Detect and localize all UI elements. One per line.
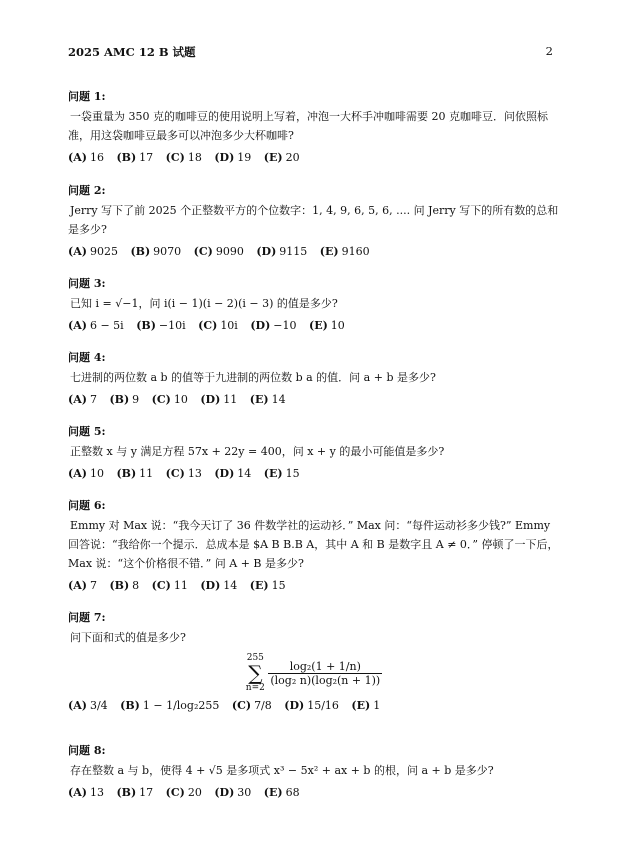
answer-choices — [68, 784, 560, 802]
choice-c: (C) 10i — [198, 319, 238, 332]
problem-8 — [68, 742, 560, 802]
choice-e: (E) 68 — [263, 786, 300, 799]
problem-title: 问题 4: — [68, 351, 106, 364]
answer-choices — [68, 243, 560, 261]
answer-choices — [68, 577, 560, 595]
choice-c: (C) 13 — [165, 467, 202, 480]
choice-c: (C) 11 — [151, 579, 188, 592]
header-title: 2025 AMC 12 B 试题 — [68, 45, 196, 59]
choice-c: (C) 9090 — [193, 245, 244, 258]
answer-choices — [68, 317, 560, 335]
choice-d: (D) 14 — [214, 467, 252, 480]
choice-a: (A) 16 — [68, 151, 104, 164]
problem-title: 问题 3: — [68, 277, 106, 290]
problem-6 — [68, 497, 560, 595]
problem-4 — [68, 349, 560, 409]
summation-formula — [68, 653, 560, 693]
problem-statement: Jerry 写下了前 2025 个正整数平方的个位数字：1, 4, 9, 6, 5, 6, .... 问 Jerry 写下的所有数的总和是多少? — [68, 204, 559, 236]
choice-e: (E) 20 — [263, 151, 300, 164]
answer-choices — [68, 465, 560, 483]
problem-title: 问题 6: — [68, 499, 106, 512]
choice-d: (D) 14 — [200, 579, 238, 592]
choice-e: (E) 15 — [249, 579, 286, 592]
choice-a: (A) 9025 — [68, 245, 118, 258]
choice-b: (B) 9070 — [130, 245, 182, 258]
choice-a: (A) 7 — [68, 393, 97, 406]
choice-d: (D) 11 — [200, 393, 238, 406]
choice-a: (A) 6 − 5i — [68, 319, 124, 332]
sum-upper-limit: 255 — [246, 653, 264, 663]
sum-sign — [246, 653, 265, 693]
summand-fraction — [268, 660, 382, 687]
choice-b: (B) 1 − 1/log₂255 — [120, 699, 220, 712]
answer-choices — [68, 149, 560, 167]
choice-e: (E) 15 — [263, 467, 300, 480]
choice-d: (D) 15/16 — [284, 699, 339, 712]
problem-statement: 七进制的两位数 a b 的值等于九进制的两位数 b a 的值．问 a + b 是多少? — [70, 371, 436, 384]
problem-title: 问题 8: — [68, 744, 106, 757]
choice-b: (B) −10i — [136, 319, 186, 332]
choice-b: (B) 17 — [116, 151, 154, 164]
problem-statement: 一袋重量为 350 克的咖啡豆的使用说明上写着，冲泡一大杯手冲咖啡需要 20 克咖啡豆．问依照标准，用这袋咖啡豆最多可以冲泡多少大杯咖啡? — [68, 110, 548, 142]
choice-e: (E) 10 — [309, 319, 345, 332]
choice-e: (E) 1 — [351, 699, 381, 712]
choice-c: (C) 20 — [165, 786, 202, 799]
choice-c: (C) 18 — [165, 151, 202, 164]
choice-e: (E) 14 — [249, 393, 286, 406]
page-number: 2 — [545, 44, 553, 58]
problem-statement: Emmy 对 Max 说：“我今天订了 36 件数学社的运动衫．” Max 问：“每件运动衫多少钱?” Emmy 回答说：“我给你一个提示．总成本是 $A B B.B A，其中 A 和 B 是数字且 A ≠ 0．” 停顿了一下后，Max 说：“这个价格很不错．” 问 A + B 是多少? — [68, 519, 559, 570]
problem-statement: 正整数 x 与 y 满足方程 57x + 22y = 400，问 x + y 的最小可能值是多少? — [70, 445, 445, 458]
summand-denominator: (log₂ n)(log₂(n + 1)) — [270, 673, 381, 687]
choice-b: (B) 17 — [116, 786, 154, 799]
page-header — [68, 44, 553, 60]
choice-a: (A) 7 — [68, 579, 97, 592]
summand-numerator: log₂(1 + 1/n) — [268, 660, 382, 674]
choice-a: (A) 13 — [68, 786, 104, 799]
problem-7 — [68, 609, 560, 715]
problem-2 — [68, 182, 560, 261]
choice-b: (B) 11 — [116, 467, 154, 480]
answer-choices — [68, 391, 560, 409]
problem-title: 问题 2: — [68, 184, 106, 197]
problem-statement: 问下面和式的值是多少? — [70, 631, 186, 644]
choice-c: (C) 7/8 — [231, 699, 272, 712]
sum-lower-limit: n=2 — [245, 683, 265, 693]
choice-b: (B) 8 — [109, 579, 140, 592]
problem-title: 问题 7: — [68, 611, 106, 624]
choice-d: (D) −10 — [250, 319, 297, 332]
choice-c: (C) 10 — [151, 393, 188, 406]
problem-5 — [68, 423, 560, 483]
problem-statement: 存在整数 a 与 b，使得 4 + √5 是多项式 x³ − 5x² + ax + b 的根，问 a + b 是多少? — [70, 764, 494, 777]
choice-d: (D) 9115 — [256, 245, 308, 258]
choice-d: (D) 19 — [214, 151, 252, 164]
choice-a: (A) 10 — [68, 467, 104, 480]
choice-b: (B) 9 — [109, 393, 140, 406]
problem-title: 问题 5: — [68, 425, 106, 438]
choice-d: (D) 30 — [214, 786, 252, 799]
answer-choices — [68, 697, 560, 715]
problem-3 — [68, 275, 560, 335]
choice-a: (A) 3/4 — [68, 699, 108, 712]
problem-1 — [68, 88, 560, 167]
problem-title: 问题 1: — [68, 90, 106, 103]
choice-e: (E) 9160 — [319, 245, 370, 258]
problem-statement: 已知 i = √−1，问 i(i − 1)(i − 2)(i − 3) 的值是多少? — [70, 297, 338, 310]
sigma-icon: ∑ — [248, 661, 263, 685]
